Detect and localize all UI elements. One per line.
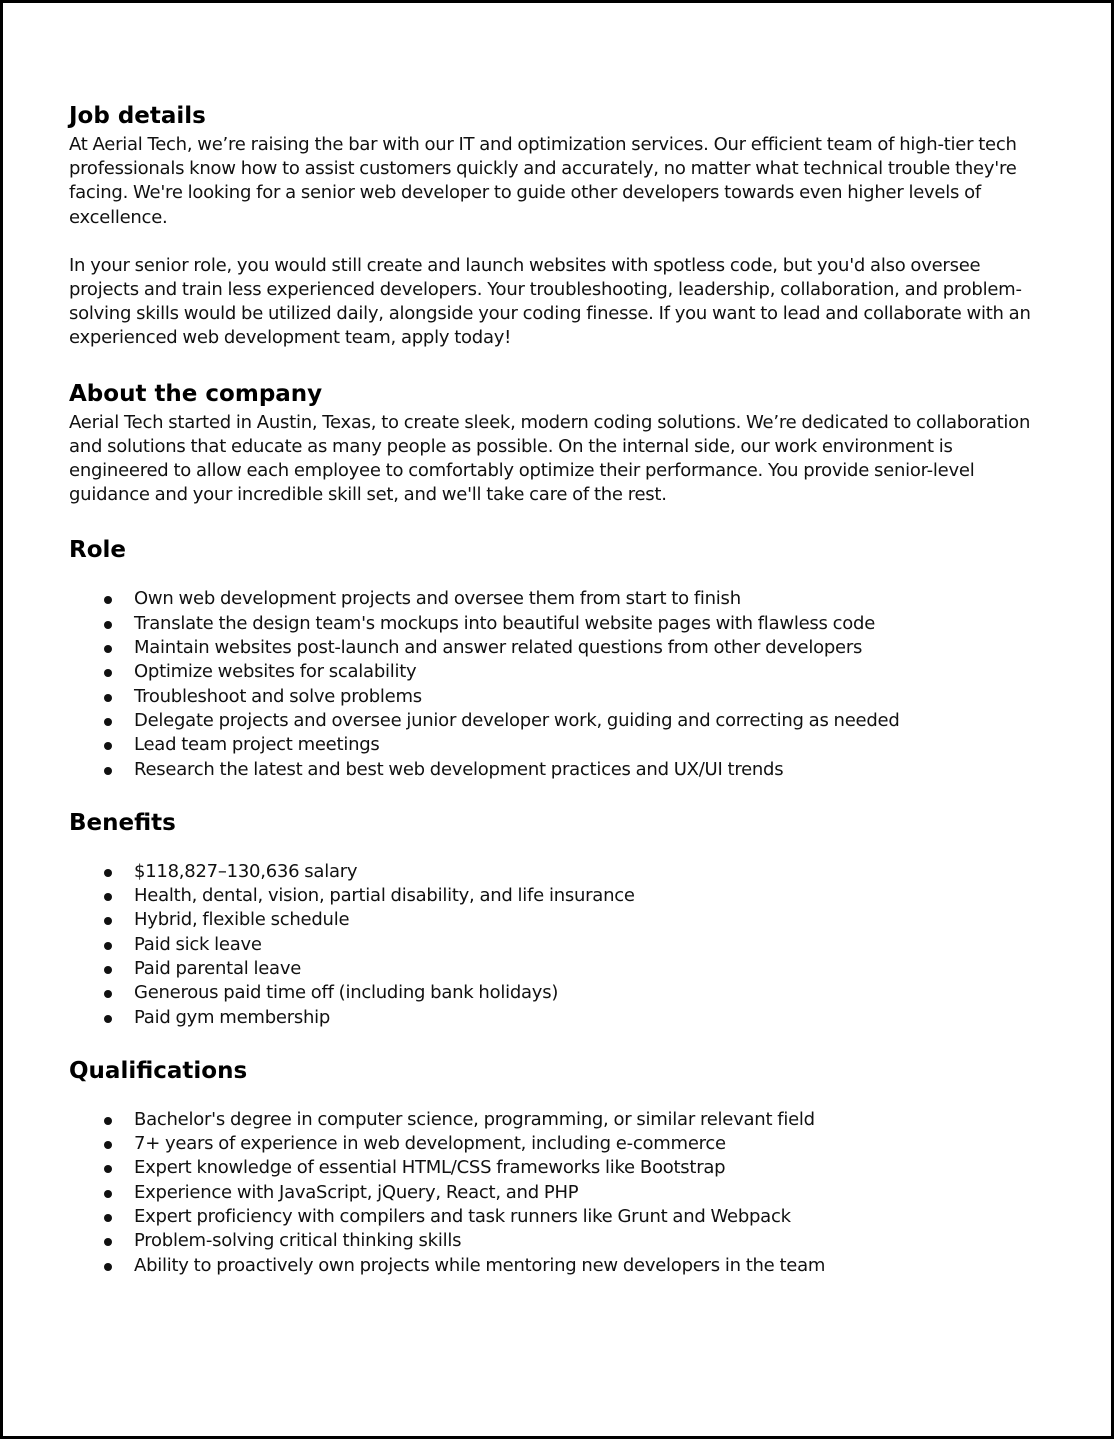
bullet-icon xyxy=(104,1190,112,1198)
role-item-text: Translate the design team's mockups into beautiful website pages with flawless code xyxy=(134,612,876,634)
qualification-item-text: Ability to proactively own projects while mentoring new developers in the team xyxy=(134,1254,826,1276)
qualifications-heading: Qualifications xyxy=(69,1057,248,1084)
role-list-item xyxy=(101,587,1051,611)
bullet-icon xyxy=(104,1238,112,1246)
about-company-heading: About the company xyxy=(69,380,323,407)
role-list-item xyxy=(101,709,1051,733)
bullet-icon xyxy=(104,742,112,750)
role-list-item xyxy=(101,660,1051,684)
bullet-icon xyxy=(104,893,112,901)
bullet-icon xyxy=(104,718,112,726)
job-details-paragraph: In your senior role, you would still create and launch websites with spotless code, but you'd also oversee projects and train less experienced developers. Your troubleshooting, leadership, collaboration, and problem-solving skills would be utilized daily, alongside your coding finesse. If you want to lead and collaborate with an experienced web development team, apply today! xyxy=(69,254,1031,349)
qualification-item-text: Expert knowledge of essential HTML/CSS frameworks like Bootstrap xyxy=(134,1157,726,1179)
qualifications-section xyxy=(69,1054,1051,1278)
benefits-list-item xyxy=(101,884,1051,908)
qualifications-list-item xyxy=(101,1108,1051,1132)
qualifications-list-item xyxy=(101,1205,1051,1229)
benefit-item-text: Paid parental leave xyxy=(134,958,302,979)
role-item-text: Research the latest and best web development practices and UX/UI trends xyxy=(134,758,784,780)
qualification-item-text: Expert proficiency with compilers and task runners like Grunt and Webpack xyxy=(134,1206,791,1228)
bullet-icon xyxy=(104,966,112,974)
about-company-paragraph: Aerial Tech started in Austin, Texas, to create sleek, modern coding solutions. We’re dedicated to collaboration and solutions that educate as many people as possible. On the internal side, our work environment is engineered to allow each employee to comfortably optimize their performance. You provide senior-level guidance and your incredible skill set, and we'll take care of the rest. xyxy=(69,411,1031,506)
qualification-item-text: Bachelor's degree in computer science, programming, or similar relevant field xyxy=(134,1108,815,1130)
job-details-section xyxy=(69,99,1051,351)
benefits-list-item xyxy=(101,860,1051,884)
benefits-heading: Benefits xyxy=(69,809,176,836)
benefit-item-text: Paid gym membership xyxy=(134,1006,331,1028)
bullet-icon xyxy=(104,1214,112,1222)
job-details-paragraph: At Aerial Tech, we’re raising the bar with our IT and optimization services. Our efficient team of high-tier tech professionals know how to assist customers quickly and accurately, no matter what technical trouble they're facing. We're looking for a senior web developer to guide other developers towards even higher levels of excellence. xyxy=(69,134,1017,228)
bullet-icon xyxy=(104,1141,112,1149)
bullet-icon xyxy=(104,1263,112,1271)
role-list-item xyxy=(101,733,1051,757)
qualification-item-text: 7+ years of experience in web development, including e-commerce xyxy=(134,1133,726,1155)
role-item-text: Lead team project meetings xyxy=(134,734,380,756)
benefits-list-item xyxy=(101,981,1051,1005)
qualification-item-text: Problem-solving critical thinking skills xyxy=(134,1230,462,1252)
qualification-item-text: Experience with JavaScript, jQuery, React, and PHP xyxy=(134,1181,579,1203)
role-item-text: Own web development projects and oversee them from start to finish xyxy=(134,588,741,610)
role-item-text: Maintain websites post-launch and answer related questions from other developers xyxy=(134,637,863,659)
bullet-icon xyxy=(104,1117,112,1125)
qualifications-list-item xyxy=(101,1229,1051,1253)
bullet-icon xyxy=(104,669,112,677)
benefit-item-text: Paid sick leave xyxy=(134,933,262,955)
role-heading: Role xyxy=(69,537,126,564)
bullet-icon xyxy=(104,621,112,629)
benefits-list-item xyxy=(101,957,1051,981)
qualifications-list-item xyxy=(101,1132,1051,1156)
role-item-text: Troubleshoot and solve problems xyxy=(134,685,422,707)
about-company-section xyxy=(69,377,1051,508)
role-item-text: Delegate projects and oversee junior developer work, guiding and correcting as needed xyxy=(134,709,900,731)
bullet-icon xyxy=(104,942,112,950)
qualifications-list-item xyxy=(101,1156,1051,1180)
role-list xyxy=(69,587,1051,781)
bullet-icon xyxy=(104,1165,112,1173)
benefit-item-text: $118,827–130,636 salary xyxy=(134,860,358,882)
bullet-icon xyxy=(104,869,112,877)
role-item-text: Optimize websites for scalability xyxy=(134,661,417,683)
role-list-item xyxy=(101,685,1051,709)
bullet-icon xyxy=(104,645,112,653)
benefits-list-item xyxy=(101,933,1051,957)
bullet-icon xyxy=(104,694,112,702)
benefits-section xyxy=(69,806,1051,1030)
benefit-item-text: Generous paid time off (including bank holidays) xyxy=(134,982,559,1004)
benefits-list-item xyxy=(101,908,1051,932)
bullet-icon xyxy=(104,1015,112,1023)
benefit-item-text: Health, dental, vision, partial disability, and life insurance xyxy=(134,885,635,907)
qualifications-list-item xyxy=(101,1181,1051,1205)
role-list-item xyxy=(101,758,1051,782)
role-list-item xyxy=(101,612,1051,636)
benefits-list xyxy=(69,860,1051,1030)
benefit-item-text: Hybrid, flexible schedule xyxy=(134,909,350,931)
qualifications-list xyxy=(69,1108,1051,1278)
bullet-icon xyxy=(104,917,112,925)
qualifications-list-item xyxy=(101,1254,1051,1278)
bullet-icon xyxy=(104,596,112,604)
role-list-item xyxy=(101,636,1051,660)
benefits-list-item xyxy=(101,1006,1051,1030)
bullet-icon xyxy=(104,990,112,998)
job-details-heading: Job details xyxy=(69,103,206,129)
role-section xyxy=(69,533,1051,781)
bullet-icon xyxy=(104,767,112,775)
